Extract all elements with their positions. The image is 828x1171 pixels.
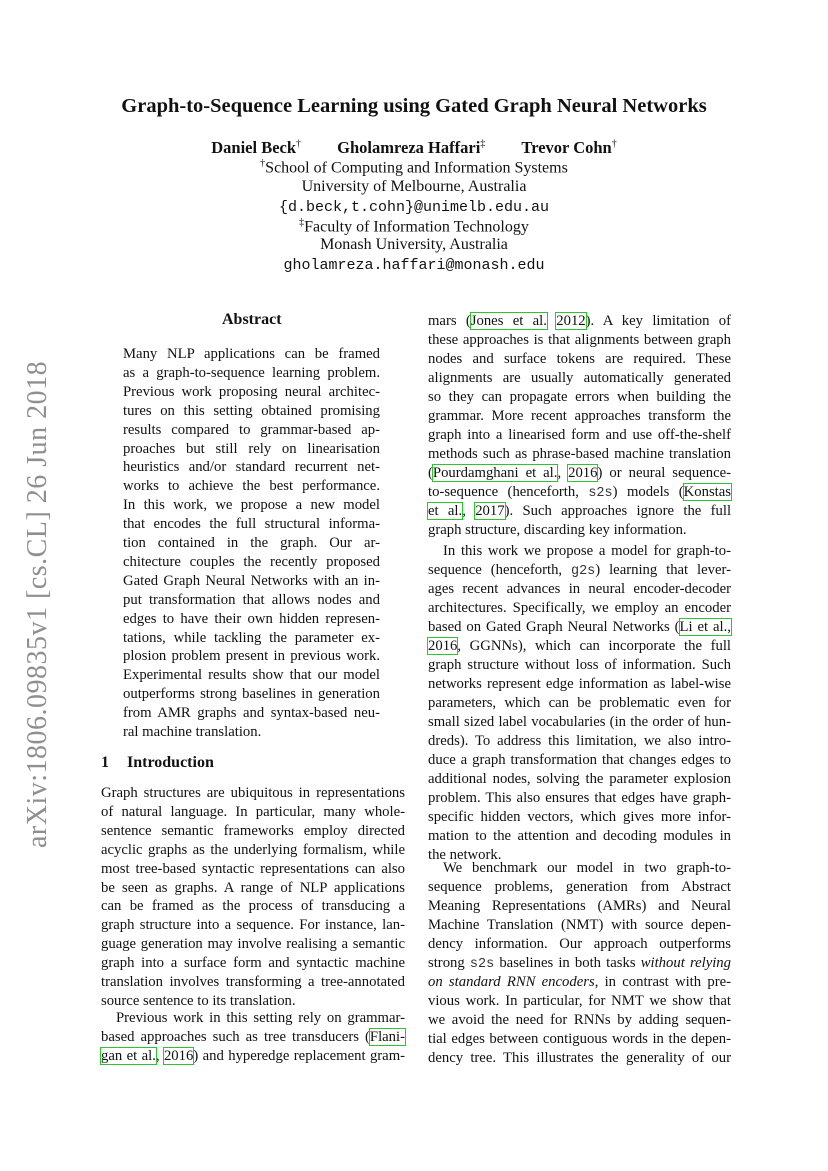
paragraph-line: can be framed as the process of transducing a xyxy=(101,898,405,915)
author-email: gholamreza.haffari@monash.edu xyxy=(283,257,545,274)
citation-link[interactable]: 2017 xyxy=(475,503,505,519)
paragraph-line: be seen as graphs. A range of NLP applications xyxy=(101,879,405,896)
paragraph-line: graph structure into a sequence. For instance, lan- xyxy=(101,917,405,934)
paragraph-line: graph into a surface form and syntactic machine xyxy=(101,955,405,972)
paragraph-line: dency information. Our approach outperforms xyxy=(428,936,731,952)
paragraph-line: acyclic graphs as the underlying formalism, while xyxy=(101,841,405,858)
paragraph-line: strong s2s baselines in both tasks without relying xyxy=(428,955,731,972)
affiliation-line: †School of Computing and Information Systems xyxy=(260,158,568,177)
citation-link[interactable]: et al. xyxy=(428,503,463,519)
affiliation-line: ‡Faculty of Information Technology xyxy=(299,217,529,236)
paragraph-line: small sized label vocabularies (in the order of hun- xyxy=(428,714,731,730)
paragraph-line: as a graph-to-sequence learning problem. xyxy=(123,364,380,381)
paragraph-line: nodes and surface tokens are required. These xyxy=(428,351,731,367)
paragraph-line: translation involves transforming a tree-annotated xyxy=(101,974,405,990)
paragraph-line: the network. xyxy=(428,847,502,863)
paragraph-line: specific hidden vectors, which gives more infor- xyxy=(428,809,731,825)
paragraph-line: on standard RNN encoders, in contrast with pre- xyxy=(428,974,731,990)
paragraph-line: most tree-based syntactic representations can also xyxy=(101,860,405,877)
author-email: {d.beck,t.cohn}@unimelb.edu.au xyxy=(278,199,550,216)
paragraph-line: grammar. More recent approaches transform the xyxy=(428,408,731,424)
paragraph-line: alignments are usually automatically generated xyxy=(428,370,731,386)
paragraph-line: tion contained in the graph. Our ar- xyxy=(123,535,380,551)
paragraph-line: graph into a linearised form and use off-the-shelf xyxy=(428,427,731,443)
paragraph-line: (Pourdamghani et al., 2016) or neural sequence- xyxy=(428,465,731,481)
paragraph-line: chitecture couples the recently proposed xyxy=(123,553,380,570)
paragraph-line: heuristics and/or standard recurrent net- xyxy=(123,459,380,476)
paragraph-line: vious work. In particular, for NMT we show that xyxy=(428,993,731,1009)
paragraph-line: that encodes the full structural informa- xyxy=(123,516,380,533)
paragraph-line: Experimental results show that our model xyxy=(123,667,380,684)
paragraph-line: tial edges between contiguous words in the depen- xyxy=(428,1031,731,1047)
paragraph-line: graph structure, discarding key information. xyxy=(428,522,687,538)
paragraph-line: mation to the attention and decoding modules in xyxy=(428,828,731,844)
citation-link[interactable]: 2016 xyxy=(568,465,598,481)
author: Gholamreza Haffari‡ xyxy=(337,138,486,157)
section-heading: 1 Introduction xyxy=(101,754,214,771)
citation-link[interactable]: 2012 xyxy=(556,313,586,329)
paragraph-line: graph structure without loss of information. Such xyxy=(428,657,731,673)
paragraph-line: Many NLP applications can be framed xyxy=(123,346,380,362)
citation-link[interactable]: Li et al., xyxy=(679,619,731,635)
paragraph-line: source sentence to its translation. xyxy=(101,992,296,1009)
paragraph-line: methods such as phrase-based machine translation xyxy=(428,446,731,462)
paper-title: Graph-to-Sequence Learning using Gated Graph Neural Networks xyxy=(121,95,707,117)
paragraph-line: of natural language. In particular, many whole- xyxy=(101,803,405,820)
paragraph-line: additional nodes, solving the parameter explosion xyxy=(428,771,731,787)
paragraph-line: guage generation may involve realising a semantic xyxy=(101,936,405,953)
citation-link[interactable]: 2016 xyxy=(428,638,458,654)
paragraph-line: from AMR graphs and syntax-based neu- xyxy=(123,705,380,722)
paragraph-line: Previous work in this setting rely on grammar- xyxy=(116,1010,405,1026)
paragraph-line: sequence (henceforth, g2s) learning that lever- xyxy=(428,562,731,579)
paragraph-line: networks represent edge information as label-wise xyxy=(428,676,731,692)
paragraph-line: so they can propagate errors when building the xyxy=(428,389,731,405)
citation-link[interactable]: Flani- xyxy=(369,1029,405,1045)
paragraph-line: outperforms strong baselines in generation xyxy=(123,686,380,703)
paragraph-line: sentence semantic frameworks employ directed xyxy=(101,822,405,839)
paragraph-line: plosion problem present in previous work. xyxy=(123,648,380,665)
paragraph-line: In this work we propose a model for graph-to- xyxy=(443,543,731,559)
affiliation-line: University of Melbourne, Australia xyxy=(301,178,527,195)
abstract-heading: Abstract xyxy=(222,311,282,328)
paragraph-line: parameters, which can be problematic even for xyxy=(428,695,731,711)
paragraph-line: edges to have their own hidden represen- xyxy=(123,610,380,627)
paragraph-line: et al., 2017). Such approaches ignore the full xyxy=(428,503,732,519)
paragraph-line: dency tree. This illustrates the generality of our xyxy=(428,1050,731,1066)
arxiv-identifier: arXiv:1806.09835v1 [cs.CL] 26 Jun 2018 xyxy=(22,360,53,848)
paragraph-line: gan et al., 2016) and hyperedge replacement gram- xyxy=(101,1048,406,1064)
paragraph-line: dreds). To address this limitation, we also intro- xyxy=(428,733,731,749)
paragraph-line: architectures. Specifically, we employ an encoder xyxy=(428,600,731,616)
affiliation-line: Monash University, Australia xyxy=(320,236,508,253)
paragraph-line: works to achieve the best performance. xyxy=(123,478,380,495)
author: Trevor Cohn† xyxy=(521,138,617,157)
citation-link[interactable]: gan et al. xyxy=(101,1048,156,1064)
paragraph-line: we avoid the need for RNNs by adding sequen- xyxy=(428,1012,731,1028)
citation-link[interactable]: 2016 xyxy=(163,1048,194,1064)
paragraph-line: We benchmark our model in two graph-to- xyxy=(443,860,731,876)
paragraph-line: based approaches such as tree transducers (Flani- xyxy=(101,1029,405,1045)
paragraph-line: In this work, we propose a new model xyxy=(123,497,380,514)
paragraph-line: Gated Graph Neural Networks with an in- xyxy=(123,572,380,589)
paragraph-line: tures on this setting obtained promising xyxy=(123,402,380,419)
paragraph-line: these approaches is that alignments between graph xyxy=(428,332,731,348)
author-list xyxy=(0,138,828,158)
paragraph-line: ages recent advances in neural encoder-decoder xyxy=(428,581,731,597)
citation-link[interactable]: Jones et al. xyxy=(470,313,547,329)
paragraph-line: tations, while tackling the parameter ex- xyxy=(123,629,380,646)
author: Daniel Beck† xyxy=(211,138,302,157)
paragraph-line: problem. This also ensures that edges have graph- xyxy=(428,790,731,806)
paragraph-line: Meaning Representations (AMRs) and Neural xyxy=(428,898,731,914)
paragraph-line: 2016, GGNNs), which can incorporate the full xyxy=(428,638,731,654)
paragraph-line: mars (Jones et al. 2012). A key limitation of xyxy=(428,313,732,329)
paragraph-line: ral machine translation. xyxy=(123,724,262,740)
citation-link[interactable]: Pourdamghani et al. xyxy=(432,465,558,481)
paragraph-line: based on Gated Graph Neural Networks (Li et al., xyxy=(428,619,731,635)
paragraph-line: to-sequence (henceforth, s2s) models (Konstas xyxy=(428,484,731,501)
paragraph-line: sequence problems, generation from Abstract xyxy=(428,879,731,895)
paragraph-line: results compared to grammar-based ap- xyxy=(123,421,380,438)
paragraph-line: Graph structures are ubiquitous in representations xyxy=(101,785,405,801)
paragraph-line: Machine Translation (NMT) with source depen- xyxy=(428,917,731,933)
paragraph-line: proaches but still rely on linearisation xyxy=(123,440,380,457)
citation-link[interactable]: Konstas xyxy=(683,484,731,500)
paragraph-line: put transformation that allows nodes and xyxy=(123,591,380,608)
paragraph-line: duce a graph transformation that changes edges to xyxy=(428,752,731,768)
paragraph-line: Previous work proposing neural architec- xyxy=(123,383,380,400)
